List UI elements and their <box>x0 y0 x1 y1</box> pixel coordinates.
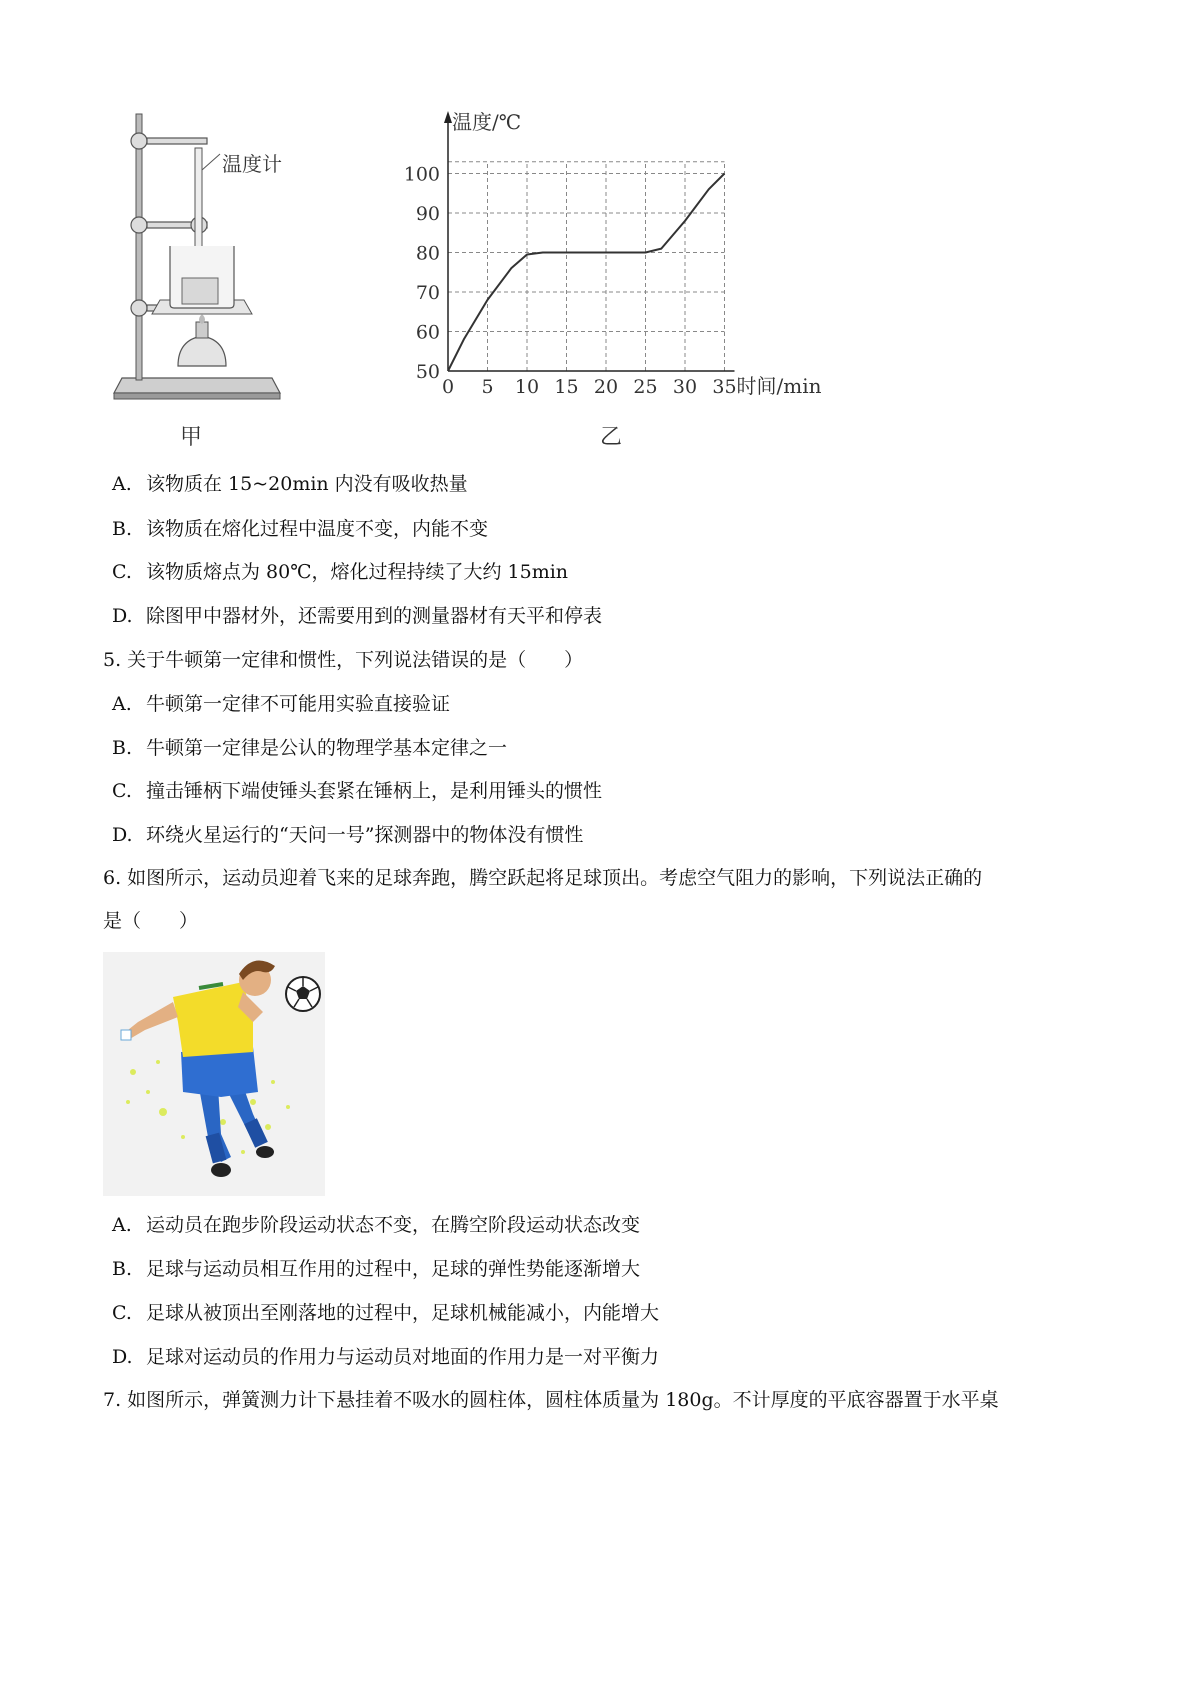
option-text: 足球与运动员相互作用的过程中，足球的弹性势能逐渐增大 <box>146 1258 641 1280</box>
y-tick-label: 100 <box>403 163 440 186</box>
caption-jia: 甲 <box>180 425 203 450</box>
player-drawing <box>103 952 325 1196</box>
q6-stem-line1: 6. 如图所示，运动员迎着飞来的足球奔跑，腾空跃起将足球顶出。考虑空气阻力的影响，下列说法正确的 <box>103 867 983 889</box>
option-letter: A. <box>112 693 132 715</box>
q6-option-d[interactable] <box>112 1345 659 1369</box>
option-text: 足球从被顶出至刚落地的过程中，足球机械能减小，内能增大 <box>146 1302 660 1324</box>
option-letter: C. <box>112 1302 132 1324</box>
apparatus-drawing <box>112 108 322 408</box>
q4-option-c[interactable] <box>112 560 568 584</box>
x-tick-label: 15 <box>554 376 579 398</box>
apparatus-figure <box>112 108 322 408</box>
q5-option-c[interactable] <box>112 779 602 803</box>
option-text: 该物质熔点为 80℃，熔化过程持续了大约 15min <box>146 561 569 583</box>
q6-stem-line2: 是（ ） <box>103 910 199 932</box>
option-text: 运动员在跑步阶段运动状态不变，在腾空阶段运动状态改变 <box>146 1214 641 1236</box>
option-text: 足球对运动员的作用力与运动员对地面的作用力是一对平衡力 <box>146 1346 660 1368</box>
option-letter: C. <box>112 780 132 802</box>
x-tick-label: 20 <box>593 376 619 398</box>
option-letter: B. <box>112 1258 133 1280</box>
x-tick-label: 25 <box>633 376 658 398</box>
caption-yi: 乙 <box>600 425 623 450</box>
q4-option-d[interactable] <box>112 604 602 628</box>
y-axis-label: 温度/℃ <box>452 110 522 134</box>
series-line <box>448 174 725 372</box>
q5-option-a[interactable] <box>112 692 450 716</box>
temperature-time-chart <box>395 105 855 405</box>
y-tick-label: 70 <box>415 282 440 304</box>
option-text: 牛顿第一定律不可能用实验直接验证 <box>146 693 451 715</box>
x-tick-label: 35 <box>712 376 737 398</box>
option-letter: D. <box>112 824 133 846</box>
option-letter: D. <box>112 605 133 627</box>
q6-option-b[interactable] <box>112 1257 640 1281</box>
football-player-image <box>103 952 325 1196</box>
x-tick-label: 10 <box>514 376 540 398</box>
option-letter: A. <box>112 1214 132 1236</box>
option-letter: C. <box>112 561 132 583</box>
option-text: 撞击锤柄下端使锤头套紧在锤柄上，是利用锤头的惯性 <box>146 780 603 802</box>
q5-stem: 5. 关于牛顿第一定律和惯性，下列说法错误的是（ ） <box>103 649 584 671</box>
y-tick-label: 80 <box>415 242 440 265</box>
q6-option-a[interactable] <box>112 1213 640 1237</box>
y-tick-label: 60 <box>415 321 440 344</box>
option-text: 该物质在熔化过程中温度不变，内能不变 <box>146 518 489 540</box>
q4-option-b[interactable] <box>112 517 488 541</box>
q6-option-c[interactable] <box>112 1301 659 1325</box>
x-tick-label: 30 <box>672 376 698 398</box>
x-tick-label: 0 <box>441 376 455 398</box>
q7-stem-line1: 7. 如图所示，弹簧测力计下悬挂着不吸水的圆柱体，圆柱体质量为 180g。不计厚度的平底容器置于水平桌 <box>103 1389 999 1411</box>
option-text: 环绕火星运行的“天问一号”探测器中的物体没有惯性 <box>146 824 584 846</box>
x-axis-label: 时间/min <box>736 374 822 398</box>
option-letter: B. <box>112 518 133 540</box>
option-letter: A. <box>112 473 132 495</box>
q5-option-b[interactable] <box>112 736 507 760</box>
y-axis-arrow <box>444 111 452 123</box>
option-letter: D. <box>112 1346 133 1368</box>
option-text: 该物质在 15~20min 内没有吸收热量 <box>146 473 468 495</box>
q5-option-d[interactable] <box>112 823 583 847</box>
thermometer-label: 温度计 <box>222 152 282 176</box>
option-letter: B. <box>112 737 133 759</box>
q4-option-a[interactable] <box>112 472 468 496</box>
x-tick-label: 5 <box>481 376 494 398</box>
option-text: 牛顿第一定律是公认的物理学基本定律之一 <box>146 737 508 759</box>
y-tick-label: 50 <box>415 361 440 383</box>
option-text: 除图甲中器材外，还需要用到的测量器材有天平和停表 <box>146 605 603 627</box>
y-tick-label: 90 <box>415 203 440 225</box>
